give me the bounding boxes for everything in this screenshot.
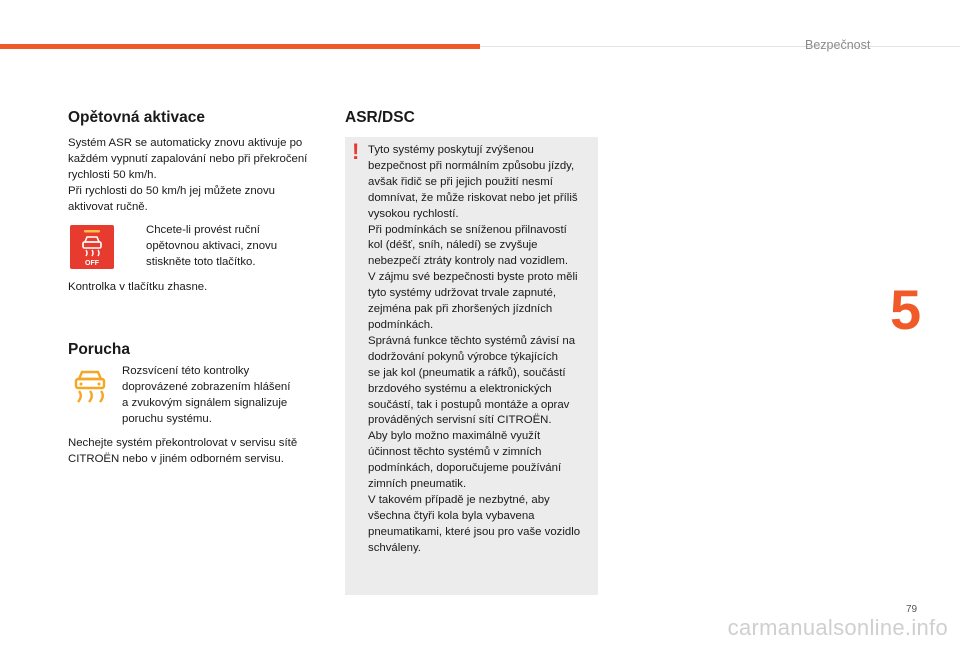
accent-bar — [0, 44, 480, 49]
skid-warning-lamp-icon — [70, 367, 110, 410]
section-name: Bezpečnost — [805, 38, 871, 52]
reactivation-title: Opětovná aktivace — [68, 109, 205, 126]
reactivation-intro: Systém ASR se automaticky znovu aktivuje po každém vypnutí zapalování nebo při překročení rychlosti 50 km/h. Při rychlosti do 50 km/h jej můžete znovu aktivovat ručně. — [68, 137, 308, 213]
page-number: 79 — [906, 604, 918, 615]
button-off-label: OFF — [85, 260, 99, 267]
header-rule — [480, 46, 960, 47]
malfunction-description: Rozsvícení této kontrolky doprovázené zobrazením hlášení a zvukovým signálem signalizuje poruchu systému. — [122, 365, 291, 425]
exclamation-icon: ! — [352, 139, 360, 164]
asr-dsc-text: Tyto systémy poskytují zvýšenou bezpečnost při normálním způsobu jízdy, avšak řidič se při jejich použití nesmí domnívat, že může riskovat nebo jet příliš vysokou rychlostí. Při podmínkách se sníženou přilnavostí kol (déšť, sníh, náledí) se zvyšuje nebezpečí ztráty kontroly nad vozidlem. V zájmu své bezpečnosti byste proto měli tyto systémy udržovat trvale zapnuté, zejména pak při zhoršených jízdních podmínkách. Správná funkce těchto systémů závisí na dodržování pokynů výrobce týkajících se jak kol (pneumatik a ráfků), součástí brzdového systému a elektronických součástí, tak i postupů montáže a oprav prováděných servisní sítí CITROËN. Aby bylo možno maximálně využít účinnost těchto systémů v zimních podmínkách, doporučujeme používání zimních pneumatik. V takovém případě je nezbytné, aby všechna čtyři kola byla vybavena pneumatikami, které jsou pro vaše vozidlo schváleny. — [368, 144, 581, 554]
chapter-number: 5 — [890, 278, 922, 341]
malfunction-advice: Nechejte systém překontrolovat v servisu sítě CITROËN nebo v jiném odborném servisu. — [68, 437, 298, 465]
watermark: carmanualsonline.info — [727, 615, 948, 640]
reactivation-result: Kontrolka v tlačítku zhasne. — [68, 281, 208, 293]
asr-off-button-icon — [70, 225, 114, 269]
malfunction-title: Porucha — [68, 341, 131, 358]
asr-dsc-title: ASR/DSC — [345, 109, 415, 126]
reactivation-instruction: Chcete-li provést ruční opětovnou aktivaci, znovu stiskněte toto tlačítko. — [146, 224, 278, 268]
